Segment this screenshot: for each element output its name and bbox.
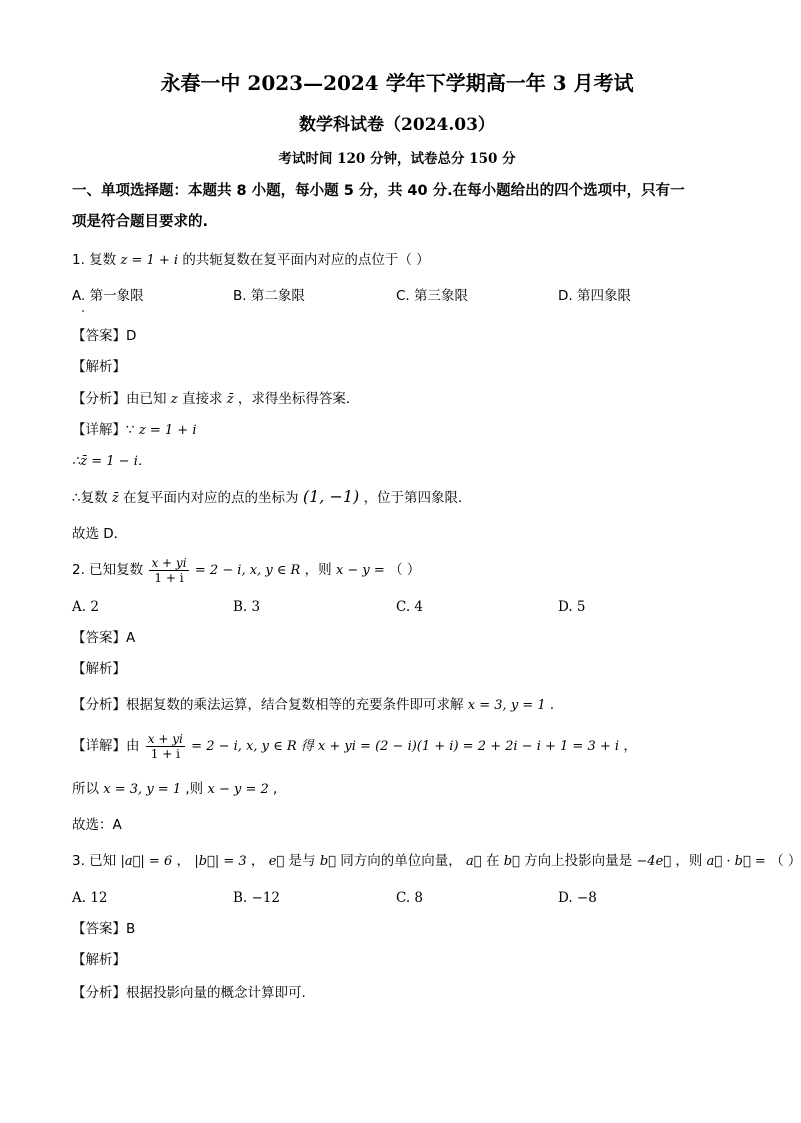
q2-detail-expression: = 2 − i, x, y ∈ R 得 x + yi = (2 − i)(1 + i) = 2 + 2i − i + 1 = 3 + i <box>191 739 620 754</box>
q2-detail-end: ， <box>623 738 637 754</box>
q2-option-a: A. 2 <box>72 599 99 615</box>
q2-expression2: x − y = <box>335 563 385 578</box>
q1-analysis-prefix: 【分析】由已知 <box>72 391 167 407</box>
q3-sep1: ， <box>176 853 191 869</box>
q2-therefore-mid: ,则 <box>185 781 204 797</box>
q3-vector-b2: b⃗ <box>503 854 520 869</box>
q1-step3-mid: 在复平面内对应的点的坐标为 <box>123 490 299 506</box>
q2-analysis <box>72 696 563 715</box>
q3-option-c: C. 8 <box>396 890 424 906</box>
q2-therefore-expr2: x − y = 2 <box>207 782 269 797</box>
q2-option-c: C. 4 <box>396 599 424 615</box>
q2-answer: 【答案】A <box>72 630 136 646</box>
q1-step3 <box>72 488 472 508</box>
q2-suffix: （ ） <box>389 562 421 578</box>
q2-detail <box>72 728 637 765</box>
q3-prefix: 3. 已知 <box>72 853 117 869</box>
q2-detail-fraction <box>146 732 185 761</box>
q3-option-d: D. −8 <box>558 890 597 906</box>
q3-text1: 是与 <box>288 853 316 869</box>
q2-analysis-expr: x = 3, y = 1 <box>467 698 546 713</box>
q3-vector-b: b⃗ <box>319 854 336 869</box>
q3-vector-a: a⃗ <box>466 854 482 869</box>
q1-step3-point: (1, −1) <box>302 487 360 506</box>
exam-info: 考试时间 120 分钟，试卷总分 150 分 <box>278 151 516 167</box>
q2-therefore-end: , <box>273 781 278 797</box>
q1-analysis-mid: 直接求 <box>181 391 223 407</box>
q1-conclusion: 故选 D． <box>72 526 128 542</box>
q1-option-a: A. 第一象限 <box>72 288 144 304</box>
q2-fraction-denominator: 1 + i <box>154 570 184 585</box>
q2-fraction <box>149 556 188 585</box>
q3-projection: −4e⃗ <box>636 854 672 869</box>
q1-analysis <box>72 390 359 409</box>
q2-detail-fraction-numerator: x + yi <box>147 731 183 746</box>
question-2-stem <box>72 552 420 589</box>
q3-text4: 方向上投影向量是 <box>524 853 633 869</box>
q1-detail-prefix: 【详解】∵ <box>72 422 135 438</box>
q2-option-d: D. 5 <box>558 599 586 615</box>
q3-jiexi-label: 【解析】 <box>72 952 126 968</box>
section-heading-line1: 一、单项选择题：本题共 8 小题，每小题 5 分，共 40 分.在每小题给出的四个选项中，只有一 <box>72 183 685 199</box>
q3-option-b: B. −12 <box>233 890 280 906</box>
q2-fraction-numerator: x + yi <box>151 555 187 570</box>
q2-option-b: B. 3 <box>233 599 261 615</box>
q3-text2: 同方向的单位向量， <box>340 853 462 869</box>
question-1-stem <box>72 251 430 270</box>
question-3-stem <box>72 852 801 871</box>
q3-sep2: ， <box>250 853 265 869</box>
q1-suffix: 的共轭复数在复平面内对应的点位于（ ） <box>182 252 430 268</box>
q1-analysis-suffix: ，求得坐标得答案． <box>237 391 360 407</box>
q1-option-d: D. 第四象限 <box>558 288 631 304</box>
q3-option-a: A. 12 <box>72 890 108 906</box>
q1-analysis-z: z <box>170 392 178 407</box>
q3-condition-b: |b⃗| = 3 <box>194 854 247 869</box>
stray-dot-mark <box>82 310 84 312</box>
q1-detail <box>72 421 196 440</box>
q1-detail-expr: z = 1 + i <box>138 423 197 438</box>
q1-jiexi-label: 【解析】 <box>72 359 126 375</box>
q2-detail-fraction-denominator: 1 + i <box>150 746 180 761</box>
q2-prefix: 2. 已知复数 <box>72 562 144 578</box>
section-heading-line2: 项是符合题目要求的. <box>72 214 209 230</box>
q2-therefore-expr: x = 3, y = 1 <box>103 782 182 797</box>
q3-answer: 【答案】B <box>72 921 136 937</box>
q2-therefore-prefix: 所以 <box>72 781 99 797</box>
q1-expression: z = 1 + i <box>120 253 179 268</box>
q1-step3-prefix: ∴复数 <box>72 490 108 506</box>
q3-analysis: 【分析】根据投影向量的概念计算即可. <box>72 985 306 1001</box>
q1-answer: 【答案】D <box>72 328 137 344</box>
q2-detail-prefix: 【详解】由 <box>72 738 140 754</box>
q2-analysis-end: ． <box>549 697 564 713</box>
q1-prefix: 1. 复数 <box>72 252 117 268</box>
q3-text3: 在 <box>485 853 500 869</box>
q2-conclusion: 故选：A <box>72 817 122 833</box>
q3-text5: ，则 <box>675 853 703 869</box>
q2-expression: = 2 − i, x, y ∈ R <box>194 563 301 578</box>
exam-subtitle: 数学科试卷（2024.03） <box>299 115 495 135</box>
q1-step2: ∴z̄ = 1 − i． <box>72 454 151 469</box>
q1-step3-zbar: z̄ <box>111 491 119 506</box>
q2-analysis-text: 【分析】根据复数的乘法运算，结合复数相等的充要条件即可求解 <box>72 697 464 713</box>
q1-analysis-zbar: z̄ <box>226 392 234 407</box>
q3-condition-a: |a⃗| = 6 <box>120 854 173 869</box>
q2-jiexi-label: 【解析】 <box>72 661 126 677</box>
exam-title: 永春一中 2023—2024 学年下学期高一年 3 月考试 <box>160 71 634 95</box>
q1-option-b: B. 第二象限 <box>233 288 305 304</box>
q1-step3-suffix: ，位于第四象限． <box>363 490 472 506</box>
q3-suffix: （ ） <box>770 853 801 869</box>
q3-vector-e: e⃗ <box>268 854 285 869</box>
q2-mid: ，则 <box>304 562 332 578</box>
q1-option-c: C. 第三象限 <box>396 288 469 304</box>
q2-therefore <box>72 780 277 799</box>
q3-dot-product: a⃗ · b⃗ = <box>706 854 766 869</box>
